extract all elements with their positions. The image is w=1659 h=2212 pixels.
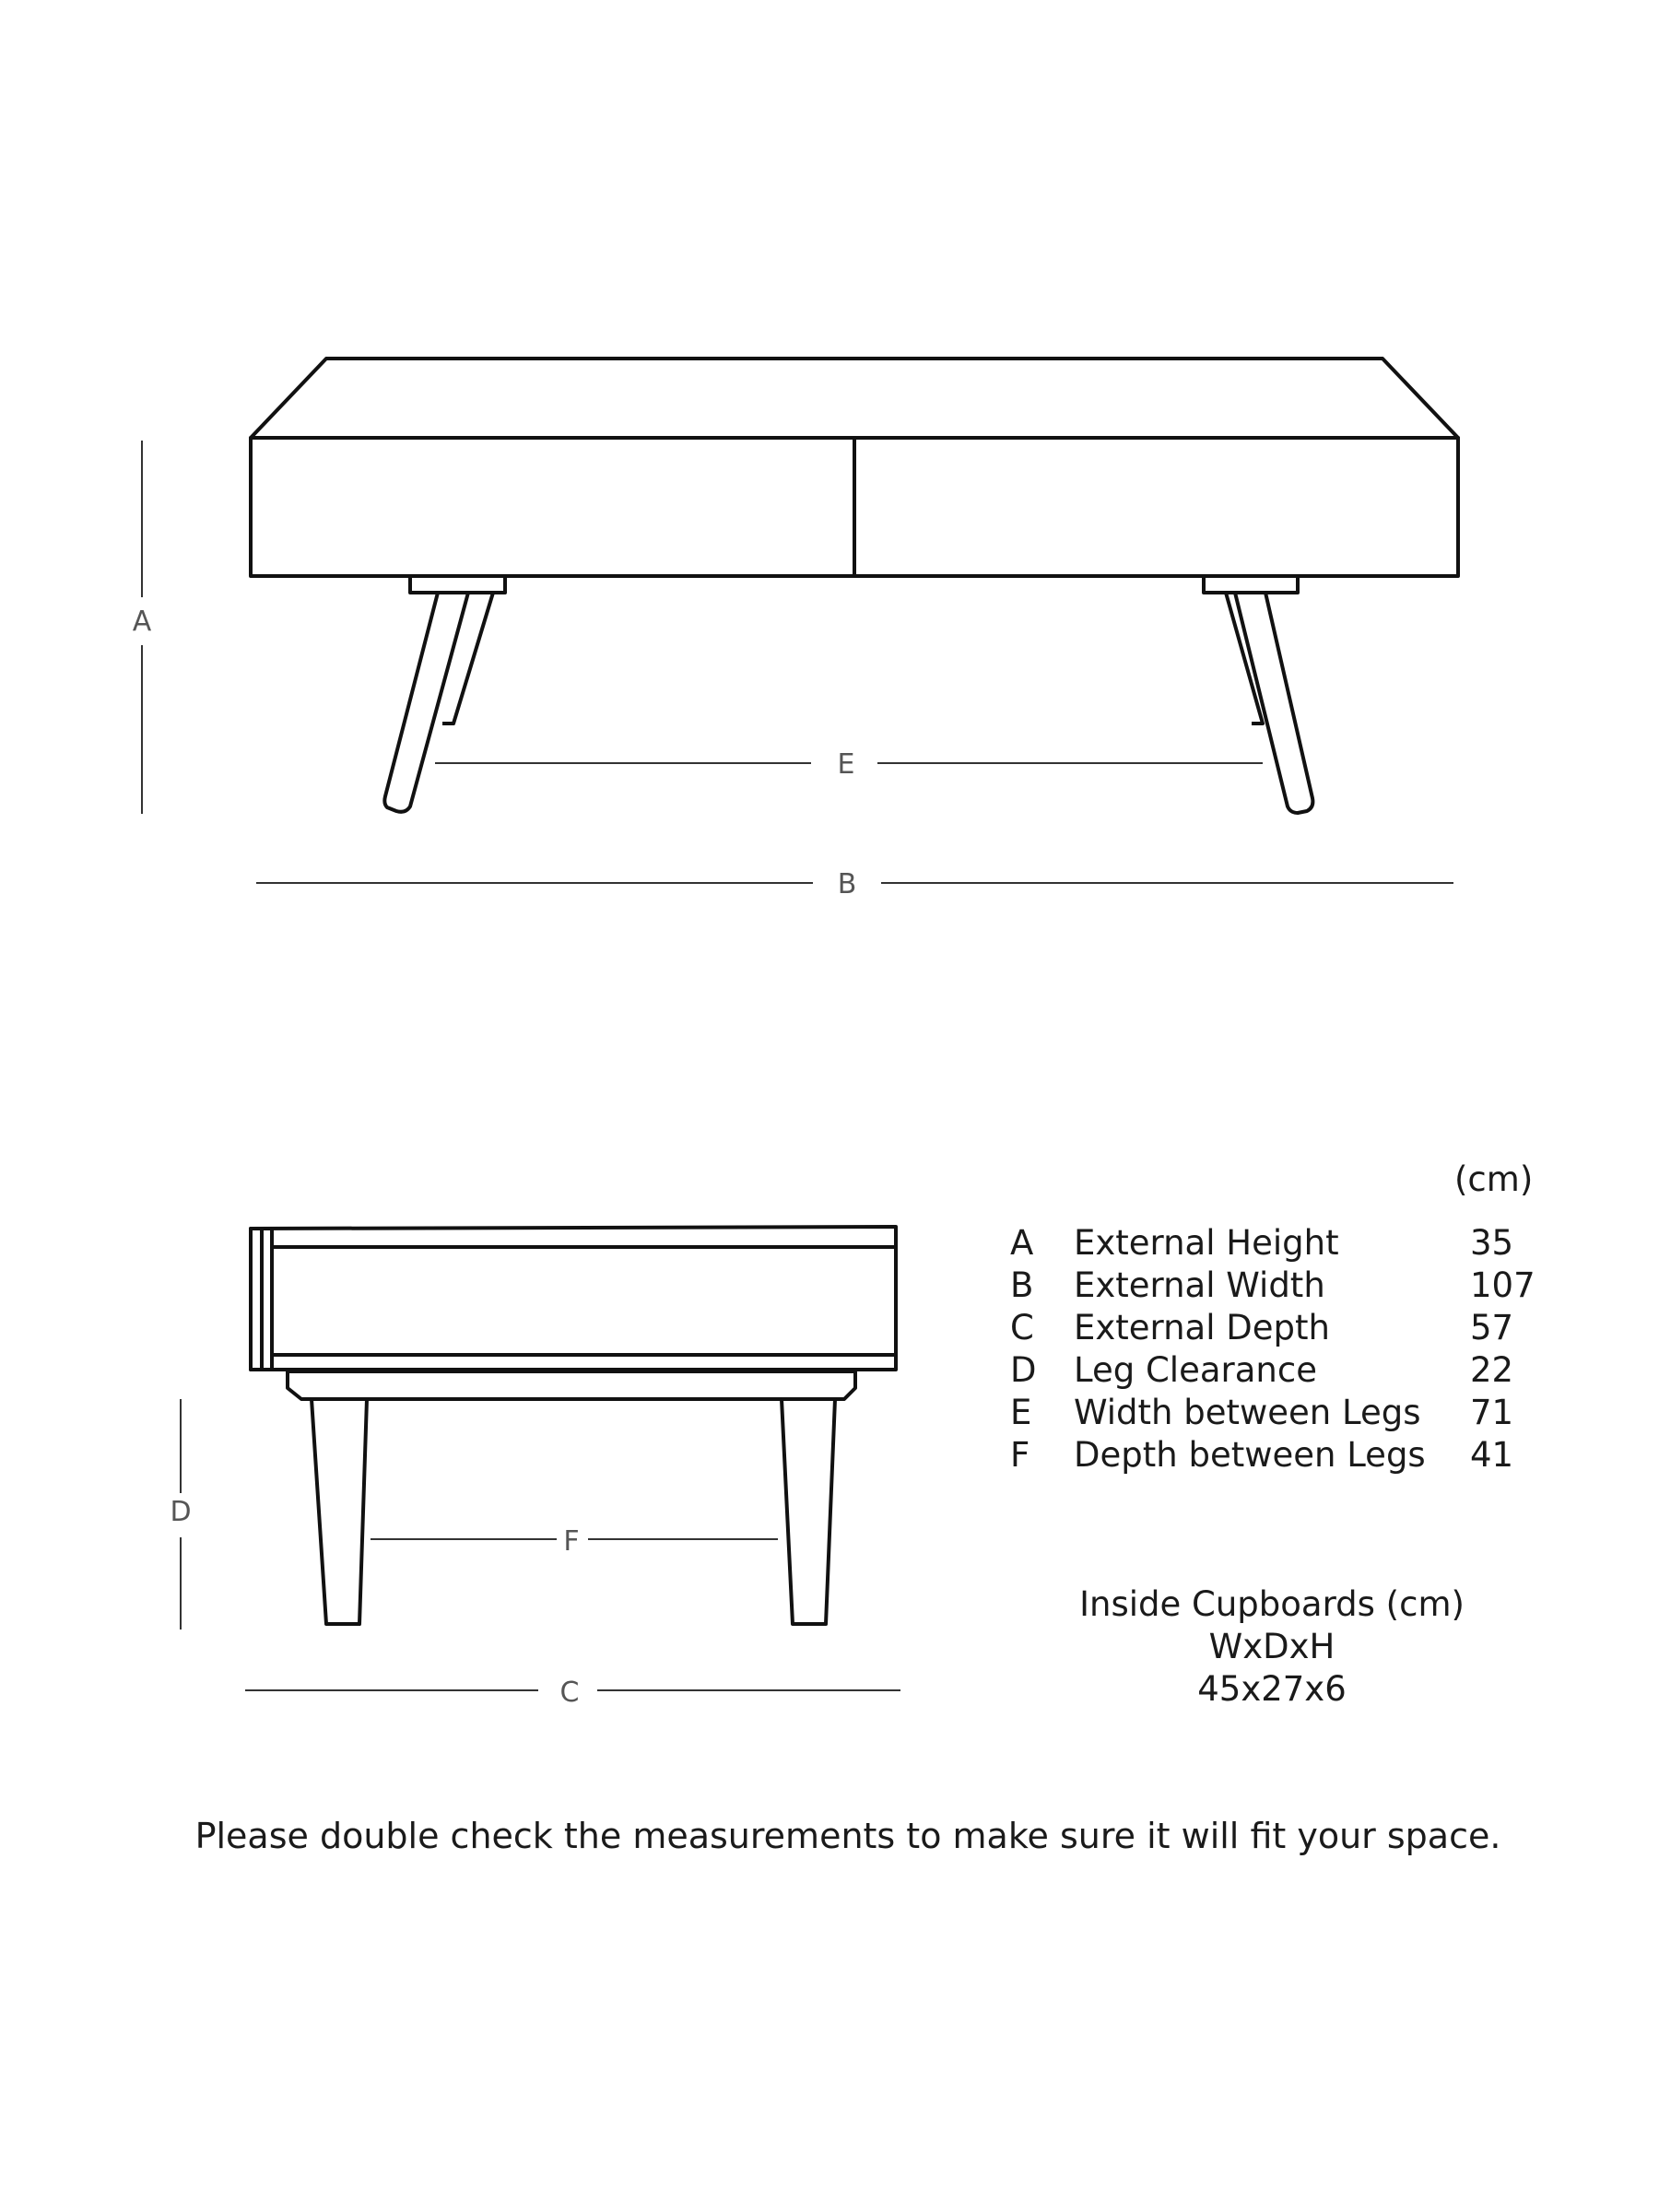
inside-cupboards-size: 45x27x6: [1197, 1669, 1347, 1709]
spec-name: External Height: [1074, 1223, 1339, 1263]
spec-letter: E: [1010, 1393, 1032, 1432]
side-left-leg: [312, 1399, 367, 1624]
dim-label-f: F: [563, 1525, 580, 1558]
right-leg-bracket: [1204, 576, 1298, 593]
spec-letter: D: [1010, 1350, 1037, 1390]
spec-name: Depth between Legs: [1074, 1435, 1426, 1475]
side-view: [251, 1227, 896, 1624]
front-top-surface: [251, 359, 1458, 438]
dim-label-d: D: [170, 1496, 192, 1528]
spec-name: External Width: [1074, 1265, 1325, 1305]
left-leg-bracket: [410, 576, 505, 593]
spec-name: Leg Clearance: [1074, 1350, 1317, 1390]
spec-value: 22: [1470, 1350, 1514, 1390]
spec-name: External Depth: [1074, 1308, 1330, 1347]
inside-cupboards-format: WxDxH: [1208, 1627, 1335, 1666]
dim-label-b: B: [837, 868, 857, 900]
spec-value: 57: [1470, 1308, 1514, 1347]
spec-value: 71: [1470, 1393, 1514, 1432]
dim-label-e: E: [837, 748, 855, 781]
dim-label-a: A: [132, 606, 152, 638]
spec-letter: C: [1010, 1308, 1034, 1347]
side-plinth: [288, 1371, 855, 1399]
spec-name: Width between Legs: [1074, 1393, 1421, 1432]
front-dimensions: [142, 441, 1453, 883]
units-label: (cm): [1454, 1159, 1534, 1199]
inside-cupboards-title: Inside Cupboards (cm): [1079, 1584, 1465, 1624]
spec-value: 41: [1470, 1435, 1514, 1475]
dim-label-c: C: [559, 1677, 580, 1709]
side-right-leg: [782, 1399, 835, 1624]
front-right-leg: [1235, 593, 1312, 813]
front-view: [251, 359, 1458, 813]
spec-value: 35: [1470, 1223, 1514, 1263]
spec-letter: F: [1010, 1435, 1030, 1475]
side-dimensions: [181, 1399, 900, 1690]
front-left-leg: [384, 593, 468, 812]
spec-letter: A: [1010, 1223, 1034, 1263]
footer-note: Please double check the measurements to make sure it will fit your space.: [194, 1816, 1501, 1856]
spec-letter: B: [1010, 1265, 1034, 1305]
inside-cupboards: [1041, 1583, 1502, 1711]
spec-value: 107: [1470, 1265, 1535, 1305]
